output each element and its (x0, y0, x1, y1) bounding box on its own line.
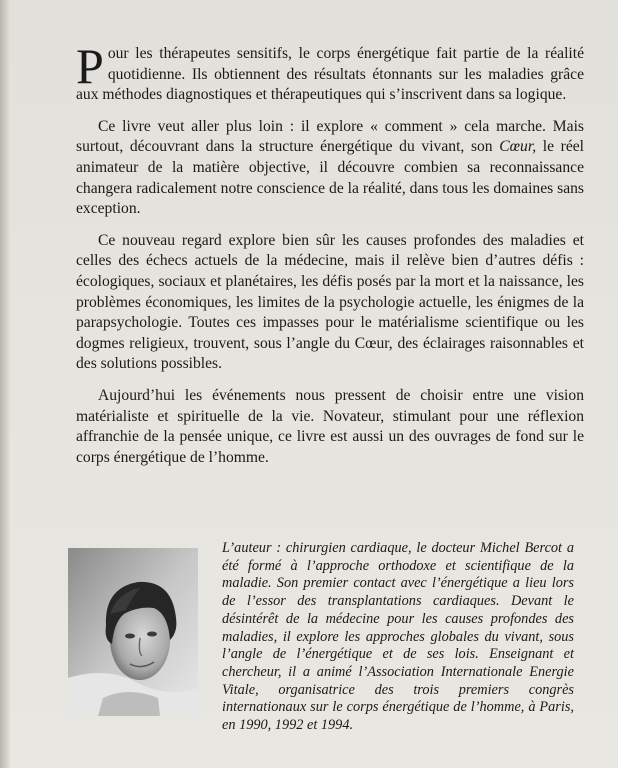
author-photo (68, 548, 198, 716)
blurb-paragraph-1-text: our les thérapeutes sensitifs, le corps énergétique fait partie de la réalité quotidienne. Ils obtiennent des résultats étonnants sur les maladies grâce aux méthodes diagnostiques et thérapeutiques qui s’inscrivent dans sa logique. (76, 45, 584, 104)
author-bio (222, 540, 574, 735)
page-edge (0, 0, 10, 768)
blurb-paragraph-1 (76, 38, 584, 106)
blurb-paragraph-4: Aujourd’hui les événements nous pressent de choisir entre une vision matérialiste et spirituelle de la vie. Novateur, stimulant pour une réflexion affranchie de la pensée unique, ce livre est aussi un des ouvrages de fond sur le corps énergétique de l’homme. (76, 386, 584, 466)
author-bio-text: L’auteur : chirurgien cardiaque, le docteur Michel Bercot a été formé à l’approche orthodoxe et scientifique de la maladie. Son premier contact avec l’énergétique a lieu lors de l’essor des transplantations cardiaques. Devant le désintérêt de la médecine pour les causes profondes des maladies, il explore les approches globales du vivant, sous l’angle de l’énergétique et de ses lois. Enseignant et chercheur, il a animé l’Association Internationale Energie Vitale, organisatrice des trois premiers congrès internationaux sur le corps énergétique de l’homme, à Paris, en 1990, 1992 et 1994. (222, 540, 574, 734)
drop-cap: P (76, 38, 104, 94)
blurb-paragraph-2-text-b: le réel animateur de la matière objective, il découvre combien sa reconnaissance changera radicalement notre conscience de la réalité, dans tous les domaines sans exception. (76, 138, 585, 218)
blurb-paragraph-2-italic: Cœur, (499, 138, 537, 156)
blurb-paragraph-2 (76, 117, 584, 220)
blurb-paragraph-3: Ce nouveau regard explore bien sûr les causes profondes des maladies et celles des échecs actuels de la médecine, mais il relève bien d’autres défis : écologiques, sociaux et planétaires, les défis posés par la mort et la naissance, les problèmes économiques, les limites de la psychologie actuelle, les énigmes de la parapsychologie. Toutes ces impasses pour le matérialisme scientifique ou les dogmes religieux, trouvent, sous l’angle du Cœur, des éclairages raisonnables et des solutions possibles. (76, 231, 584, 373)
blurb-paragraph-2-text-a: Ce livre veut aller plus loin : il explore « comment » cela marche. Mais surtout, découvrant dans la structure énergétique du vivant, son (76, 117, 584, 156)
back-cover-blurb (76, 38, 585, 479)
